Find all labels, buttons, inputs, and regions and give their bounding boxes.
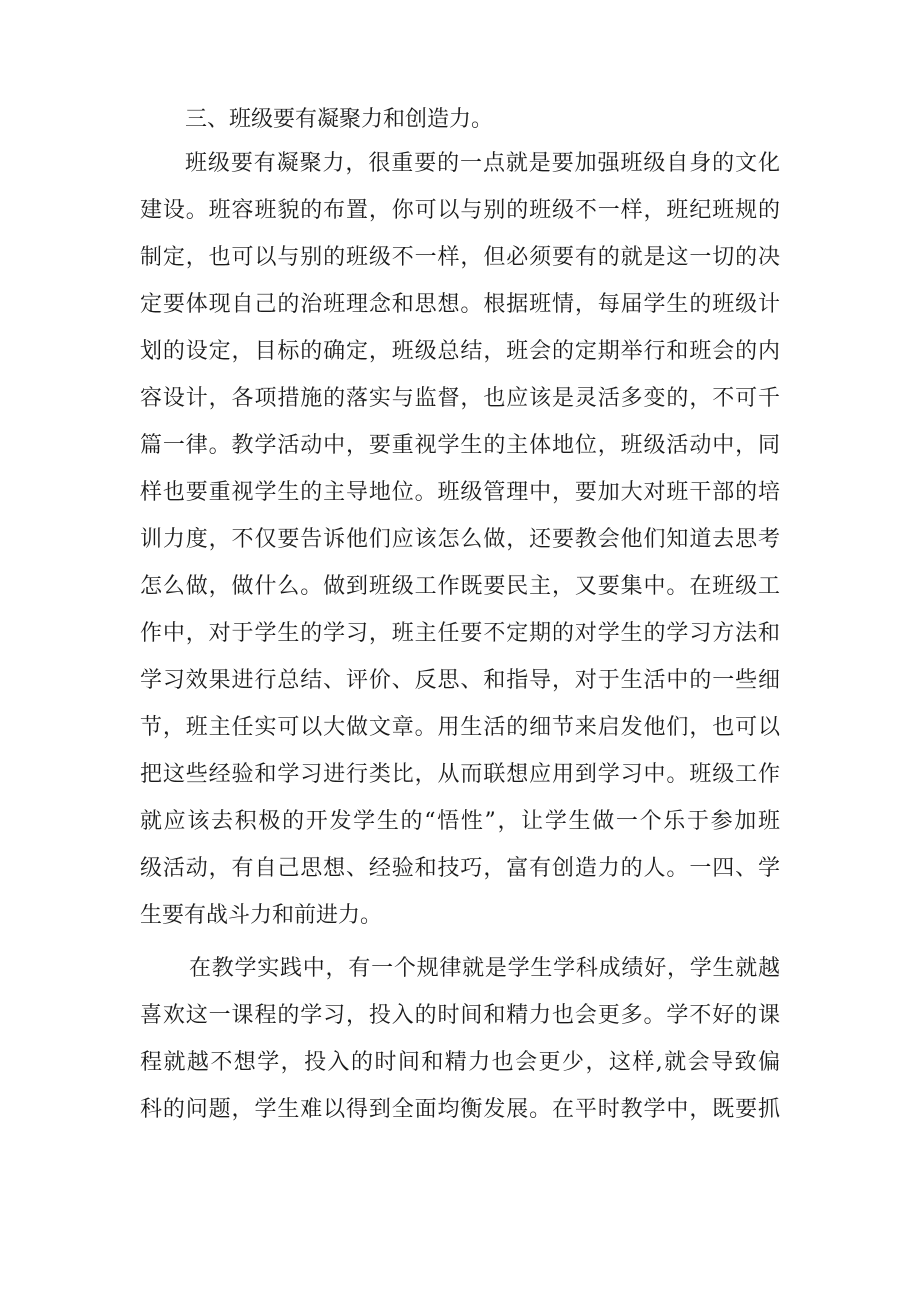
paragraph-1-line-1: 班级要有凝聚力，很重要的一点就是要加强班级自身的文化	[185, 151, 780, 176]
paragraph-1-line-9: 训力度，不仅要告诉他们应该怎么做，还要教会他们知道去思考	[140, 527, 780, 552]
paragraph-1-line-2: 建设。班容班貌的布置，你可以与别的班级不一样，班纪班规的	[140, 198, 780, 223]
paragraph-1-line-5: 划的设定，目标的确定，班级总结，班会的定期举行和班会的内	[140, 339, 780, 364]
paragraph-1-line-15: 就应该去积极的开发学生的“悟性”，让学生做一个乐于参加班	[140, 809, 780, 834]
paragraph-1-line-13: 节，班主任实可以大做文章。用生活的细节来启发他们，也可以	[140, 715, 780, 740]
paragraph-1-line-8: 样也要重视学生的主导地位。班级管理中，要加大对班干部的培	[140, 480, 780, 505]
paragraph-1-line-11: 作中，对于学生的学习，班主任要不定期的对学生的学习方法和	[140, 621, 780, 646]
paragraph-1-line-7: 篇一律。教学活动中，要重视学生的主体地位，班级活动中，同	[140, 433, 780, 458]
paragraph-1-line-12: 学习效果进行总结、评价、反思、和指导，对于生活中的一些细	[140, 668, 780, 693]
paragraph-1-line-17: 生要有战斗力和前进力。	[140, 903, 383, 928]
paragraph-1-line-6: 容设计，各项措施的落实与监督，也应该是灵活多变的，不可千	[140, 386, 780, 411]
paragraph-2-line-1: 在教学实践中，有一个规律就是学生学科成绩好，学生就越	[189, 956, 780, 981]
paragraph-2-line-2: 喜欢这一课程的学习，投入的时间和精力也会更多。学不好的课	[140, 1003, 780, 1028]
section-heading: 三、班级要有凝聚力和创造力。	[185, 107, 494, 132]
paragraph-2-line-4: 科的问题，学生难以得到全面均衡发展。在平时教学中，既要抓	[140, 1097, 780, 1122]
paragraph-1-line-14: 把这些经验和学习进行类比，从而联想应用到学习中。班级工作	[140, 762, 780, 787]
paragraph-1-line-4: 定要体现自己的治班理念和思想。根据班情，每届学生的班级计	[140, 292, 780, 317]
paragraph-1-line-3: 制定，也可以与别的班级不一样，但必须要有的就是这一切的决	[140, 245, 780, 270]
paragraph-1-line-16: 级活动，有自己思想、经验和技巧，富有创造力的人。一四、学	[140, 856, 780, 881]
paragraph-1-line-10: 怎么做，做什么。做到班级工作既要民主，又要集中。在班级工	[140, 574, 780, 599]
paragraph-2-line-3: 程就越不想学，投入的时间和精力也会更少，这样,就会导致偏	[140, 1050, 780, 1075]
